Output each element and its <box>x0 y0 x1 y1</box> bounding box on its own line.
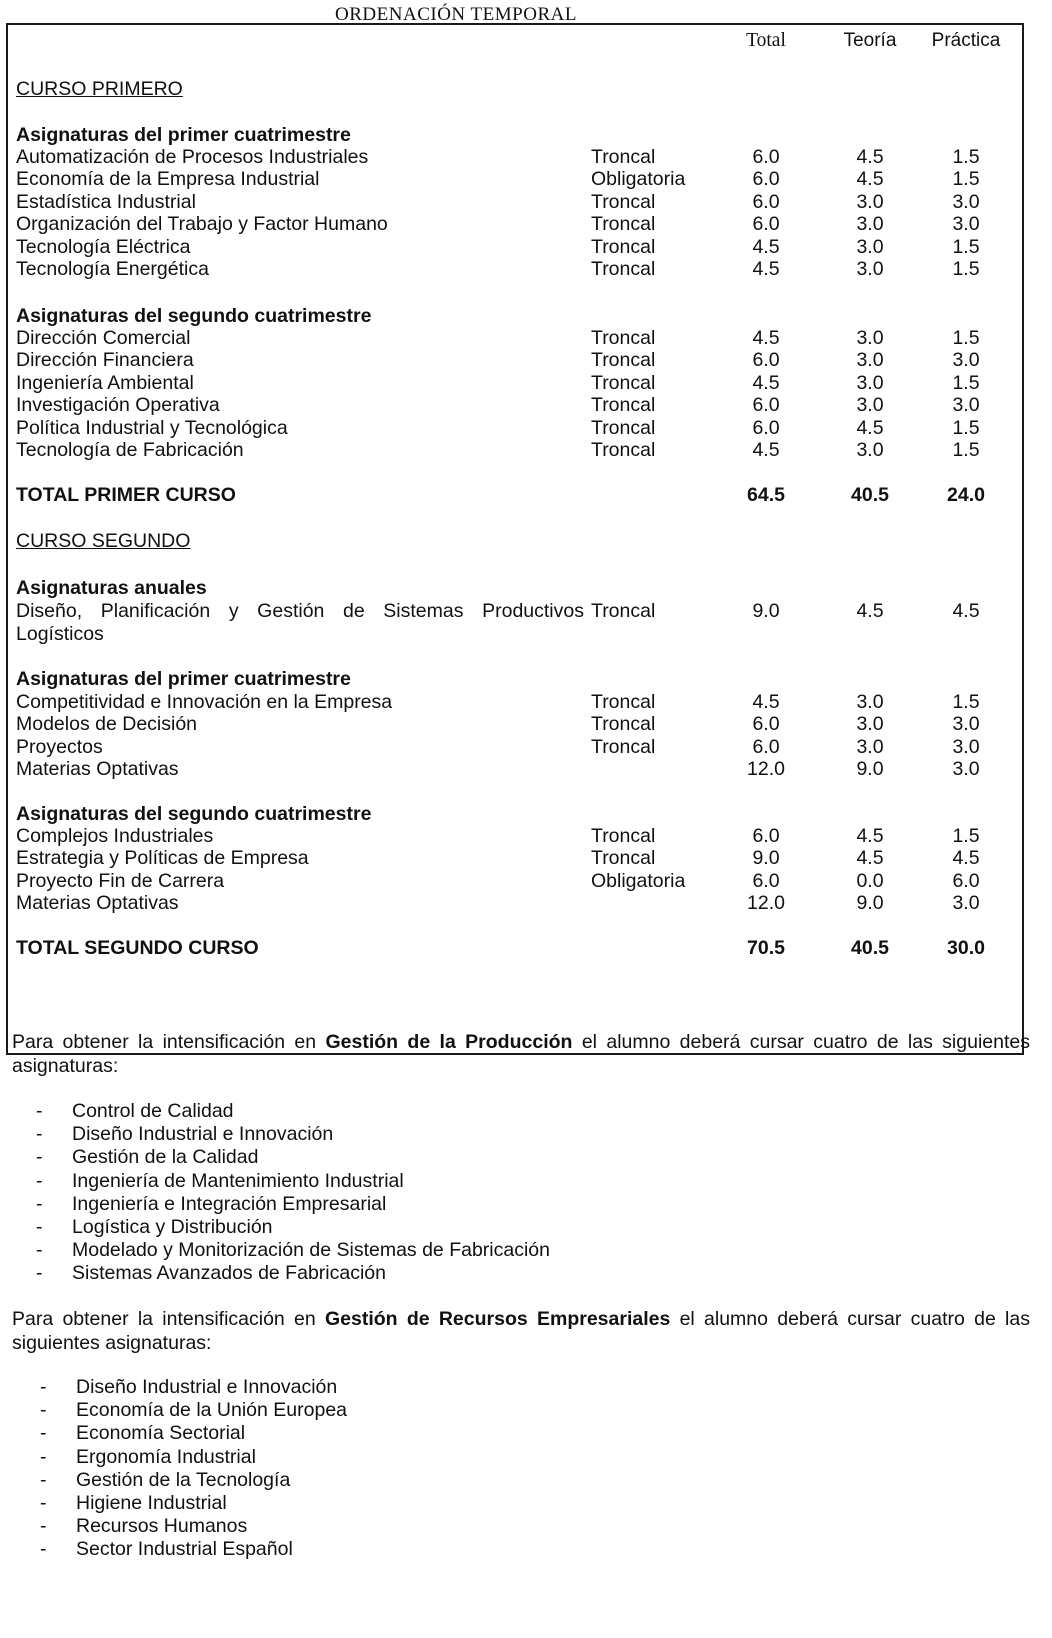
subject-type: Troncal <box>591 825 656 847</box>
table-row <box>8 235 1022 259</box>
list-dash: - <box>36 1262 43 1285</box>
subject-teoria: 3.0 <box>856 691 884 713</box>
list-item-text: Ergonomía Industrial <box>76 1445 256 1468</box>
subject-teoria: 4.5 <box>856 416 884 439</box>
subject-type: Obligatoria <box>591 168 686 191</box>
subject-total: 6.0 <box>752 869 780 892</box>
subject-practica: 3.0 <box>952 190 980 213</box>
table-row <box>8 393 1022 417</box>
page-heading: ORDENACIÓN TEMPORAL <box>335 4 577 25</box>
table-row <box>8 824 1022 848</box>
subject-teoria: 3.0 <box>856 235 884 258</box>
list-item-text: Sector Industrial Español <box>76 1538 293 1561</box>
list-item-text: Ingeniería de Mantenimiento Industrial <box>72 1169 404 1192</box>
subject-teoria: 4.5 <box>856 600 884 622</box>
table-row <box>8 167 1022 191</box>
subject-teoria: 4.5 <box>856 168 884 191</box>
subject-type: Troncal <box>591 146 656 168</box>
table-row <box>8 690 1022 714</box>
table-row <box>8 371 1022 395</box>
subject-teoria: 3.0 <box>856 394 884 417</box>
subject-type: Troncal <box>591 394 656 417</box>
list-dash: - <box>40 1515 47 1538</box>
subject-practica: 3.0 <box>952 892 980 915</box>
subject-type: Troncal <box>591 349 656 372</box>
subject-teoria: 3.0 <box>856 327 884 349</box>
subject-name: Tecnología de Fabricación <box>16 439 244 461</box>
subject-practica: 3.0 <box>952 349 980 372</box>
subject-type: Troncal <box>591 439 656 461</box>
subject-name: Proyecto Fin de Carrera <box>16 869 225 892</box>
table-row <box>8 757 1022 781</box>
subject-type: Troncal <box>591 235 656 258</box>
intensificacion-name: Gestión de Recursos Empresariales <box>324 1308 671 1330</box>
subsection-title: Asignaturas anuales <box>16 577 207 599</box>
list-item-text: Economía de la Unión Europea <box>76 1399 348 1422</box>
subject-name: Automatización de Procesos Industriales <box>16 146 369 168</box>
subject-teoria: 3.0 <box>856 371 884 394</box>
subject-total: 6.0 <box>752 146 780 168</box>
subject-name: Estadística Industrial <box>16 190 196 213</box>
subject-teoria: 3.0 <box>856 213 884 236</box>
list-dash: - <box>40 1376 47 1398</box>
list-item-text: Modelado y Monitorización de Sistemas de Fabricación <box>72 1239 550 1262</box>
list-dash: - <box>40 1422 47 1445</box>
subject-teoria: 4.5 <box>856 847 884 870</box>
subject-total: 9.0 <box>752 847 780 870</box>
subject-total: 6.0 <box>752 735 780 758</box>
subject-name: Proyectos <box>16 735 103 758</box>
subject-practica: 3.0 <box>952 394 980 417</box>
subject-type: Troncal <box>591 735 656 758</box>
subject-type: Troncal <box>591 213 656 236</box>
subject-type: Troncal <box>591 258 656 280</box>
section-title-curso-primero: CURSO PRIMERO <box>16 78 183 100</box>
list-dash: - <box>40 1445 47 1468</box>
intensificacion-recursos-paragraph: Para obtener la intensificación en Gestión de Recursos Empresariales el alumno deberá cursar cuatro de las siguientes asignaturas: <box>12 1308 1030 1354</box>
subsection-title: Asignaturas del primer cuatrimestre <box>16 668 351 690</box>
subject-teoria: 3.0 <box>856 439 884 461</box>
list-item-text: Diseño Industrial e Innovación <box>76 1376 338 1398</box>
table-row <box>8 416 1022 440</box>
table-row <box>8 257 1022 281</box>
section-title-curso-segundo: CURSO SEGUNDO <box>16 530 191 552</box>
list-dash: - <box>36 1123 43 1146</box>
subject-total: 4.5 <box>752 439 780 461</box>
table-row <box>8 712 1022 736</box>
subject-total: 4.5 <box>752 235 780 258</box>
subject-practica: 4.5 <box>952 847 980 870</box>
subject-teoria: 3.0 <box>856 190 884 213</box>
subject-total: 6.0 <box>752 416 780 439</box>
subject-practica: 1.5 <box>952 146 980 168</box>
table-row <box>8 599 1022 623</box>
subject-name: Dirección Financiera <box>16 349 194 372</box>
subject-name: Tecnología Eléctrica <box>16 235 191 258</box>
list-item-text: Ingeniería e Integración Empresarial <box>72 1192 387 1215</box>
list-dash: - <box>36 1146 43 1169</box>
subject-practica: 1.5 <box>952 371 980 394</box>
subject-practica: 3.0 <box>952 213 980 236</box>
total-row-curso-segundo: TOTAL SEGUNDO CURSO 70.5 40.5 30.0 <box>16 937 985 959</box>
subsection-title: Asignaturas del primer cuatrimestre <box>16 124 351 146</box>
table-row <box>8 846 1022 870</box>
subject-type: Troncal <box>591 190 656 213</box>
intensificacion-name: Gestión de la Producción <box>325 1031 573 1053</box>
subject-total: 4.5 <box>752 691 780 713</box>
subject-practica: 3.0 <box>952 758 980 781</box>
subject-name: Economía de la Empresa Industrial <box>16 168 320 191</box>
list-dash: - <box>40 1492 47 1514</box>
column-header-practica: Práctica <box>931 30 1001 51</box>
subject-name: Materias Optativas <box>16 758 179 781</box>
table-row <box>8 190 1022 214</box>
table-row <box>8 438 1022 462</box>
subject-total: 6.0 <box>752 349 780 372</box>
subject-teoria: 3.0 <box>856 713 884 736</box>
subject-type: Troncal <box>591 416 656 439</box>
list-dash: - <box>40 1468 47 1491</box>
table-row <box>8 348 1022 372</box>
table-row <box>8 735 1022 759</box>
subject-practica: 1.5 <box>952 168 980 191</box>
list-item-text: Sistemas Avanzados de Fabricación <box>72 1262 386 1285</box>
subject-total: 9.0 <box>752 600 780 622</box>
table-row <box>8 326 1022 350</box>
subject-name: Investigación Operativa <box>16 394 220 417</box>
subject-teoria: 4.5 <box>856 146 884 168</box>
list-item-text: Economía Sectorial <box>76 1422 246 1445</box>
subject-name: Dirección Comercial <box>16 327 191 349</box>
subject-practica: 1.5 <box>952 439 980 461</box>
intensificacion-produccion-paragraph: Para obtener la intensificación en Gestión de la Producción el alumno deberá cursar cuatro de las siguientes asignaturas: <box>12 1031 1030 1077</box>
subject-total: 6.0 <box>752 713 780 736</box>
list-item-text: Logística y Distribución <box>72 1216 273 1238</box>
subject-teoria: 4.5 <box>856 825 884 847</box>
subject-name: Estrategia y Políticas de Empresa <box>16 847 309 870</box>
subject-name: Competitividad e Innovación en la Empresa <box>16 691 393 713</box>
subject-name: Logísticos <box>16 623 104 645</box>
subject-type: Troncal <box>591 600 656 622</box>
subject-teoria: 9.0 <box>856 758 884 781</box>
list-dash: - <box>36 1100 43 1122</box>
subject-practica: 3.0 <box>952 735 980 758</box>
subject-name: Complejos Industriales <box>16 825 214 847</box>
subject-type: Troncal <box>591 713 656 736</box>
table-row-continuation <box>8 622 1022 646</box>
subject-name: Ingeniería Ambiental <box>16 371 194 394</box>
subject-teoria: 3.0 <box>856 349 884 372</box>
subject-total: 4.5 <box>752 327 780 349</box>
list-dash: - <box>36 1192 43 1215</box>
subject-total: 6.0 <box>752 825 780 847</box>
table-row <box>8 212 1022 236</box>
subject-name: Diseño, Planificación y Gestión de Sistemas Productivos <box>16 600 584 622</box>
column-header-teoria: Teoría <box>843 30 897 51</box>
column-header-row <box>8 29 1022 53</box>
subject-type: Troncal <box>591 327 656 349</box>
subject-total: 6.0 <box>752 394 780 417</box>
subject-practica: 1.5 <box>952 235 980 258</box>
course-table <box>6 23 1024 1055</box>
list-dash: - <box>36 1169 43 1192</box>
subject-type: Troncal <box>591 371 656 394</box>
subject-total: 12.0 <box>747 758 785 781</box>
subject-practica: 1.5 <box>952 327 980 349</box>
list-item-text: Gestión de la Calidad <box>72 1146 259 1169</box>
subject-teoria: 9.0 <box>856 892 884 915</box>
subject-total: 6.0 <box>752 190 780 213</box>
list-dash: - <box>36 1239 43 1262</box>
subject-total: 4.5 <box>752 371 780 394</box>
subject-name: Tecnología Energética <box>16 258 209 280</box>
subject-practica: 1.5 <box>952 691 980 713</box>
subject-practica: 1.5 <box>952 825 980 847</box>
subject-total: 6.0 <box>752 168 780 191</box>
table-row <box>8 869 1022 893</box>
list-item-text: Gestión de la Tecnología <box>76 1468 291 1491</box>
subject-teoria: 0.0 <box>856 869 884 892</box>
subject-name: Organización del Trabajo y Factor Humano <box>16 213 388 236</box>
subject-type: Troncal <box>591 691 656 713</box>
subject-practica: 3.0 <box>952 713 980 736</box>
table-row <box>8 145 1022 169</box>
subject-type: Obligatoria <box>591 869 686 892</box>
subject-practica: 6.0 <box>952 869 980 892</box>
subject-type: Troncal <box>591 847 656 870</box>
subject-total: 12.0 <box>747 892 785 915</box>
list-dash: - <box>40 1538 47 1561</box>
total-row-curso-primero: TOTAL PRIMER CURSO 64.5 40.5 24.0 <box>16 484 985 506</box>
list-item-text: Recursos Humanos <box>76 1515 248 1538</box>
subject-practica: 4.5 <box>952 600 980 622</box>
table-row <box>8 891 1022 915</box>
subject-teoria: 3.0 <box>856 735 884 758</box>
subject-practica: 1.5 <box>952 258 980 280</box>
subject-practica: 1.5 <box>952 416 980 439</box>
list-dash: - <box>40 1399 47 1422</box>
subject-teoria: 3.0 <box>856 258 884 280</box>
list-item-text: Diseño Industrial e Innovación <box>72 1123 334 1146</box>
list-dash: - <box>36 1216 43 1238</box>
subsection-title: Asignaturas del segundo cuatrimestre <box>16 305 372 327</box>
subject-total: 4.5 <box>752 258 780 280</box>
subject-name: Materias Optativas <box>16 892 179 915</box>
subject-name: Modelos de Decisión <box>16 713 198 736</box>
list-item-text: Higiene Industrial <box>76 1492 227 1514</box>
subject-name: Política Industrial y Tecnológica <box>16 416 288 439</box>
subsection-title: Asignaturas del segundo cuatrimestre <box>16 803 372 825</box>
column-header-total: Total <box>746 30 786 51</box>
subject-total: 6.0 <box>752 213 780 236</box>
list-item-text: Control de Calidad <box>72 1100 234 1122</box>
